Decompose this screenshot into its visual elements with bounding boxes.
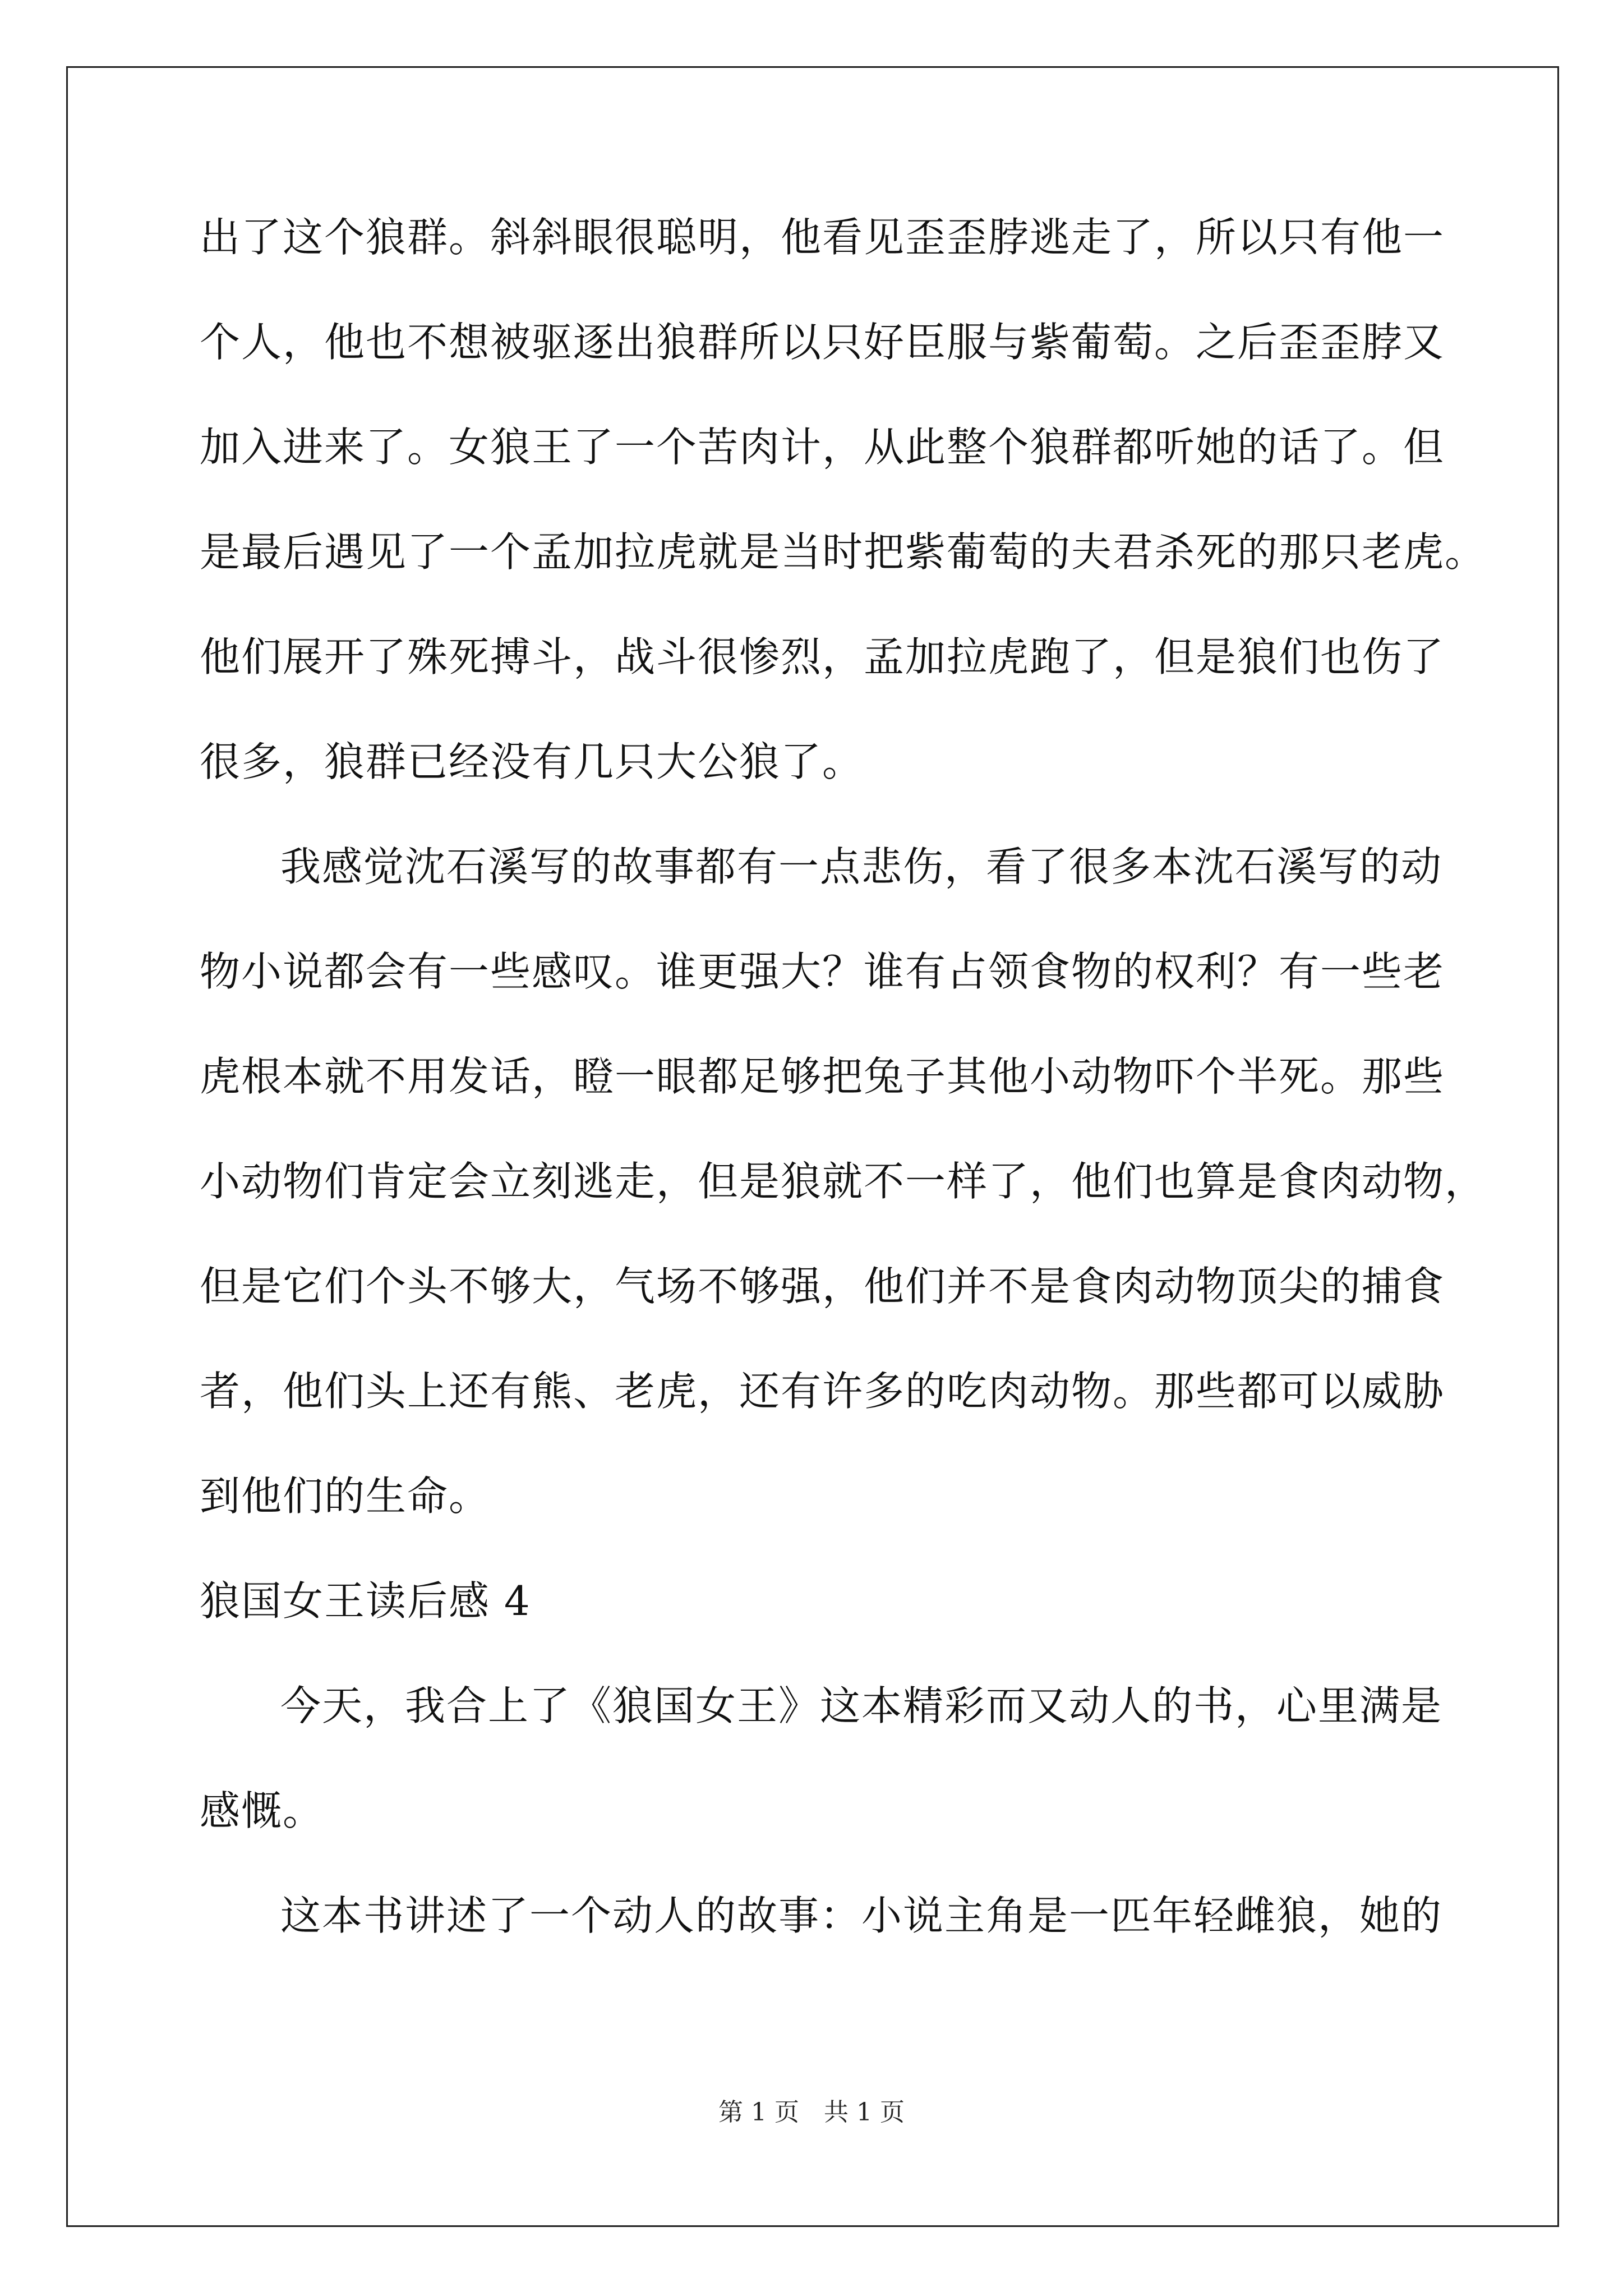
page-number-footer: 第 1 页 共 1 页 [718, 2098, 905, 2127]
text-line: 加入进来了。女狼王了一个苦肉计，从此整个狼群都听她的话了。但 [200, 424, 1445, 471]
text-line: 是最后遇见了一个孟加拉虎就是当时把紫葡萄的夫君杀死的那只老虎。 [200, 528, 1487, 576]
text-line: 我感觉沈石溪写的故事都有一点悲伤，看了很多本沈石溪写的动 [280, 843, 1443, 890]
text-line: 今天，我合上了《狼国女王》这本精彩而又动人的书，心里满是 [280, 1682, 1443, 1729]
text-line: 个人，他也不想被驱逐出狼群所以只好臣服与紫葡萄。之后歪歪脖又 [200, 319, 1445, 366]
text-line: 虎根本就不用发话，瞪一眼都足够把兔子其他小动物吓个半死。那些 [200, 1053, 1445, 1100]
text-line: 到他们的生命。 [200, 1473, 491, 1520]
text-line: 物小说都会有一些感叹。谁更强大？谁有占领食物的权利？有一些老 [200, 948, 1445, 995]
text-line: 感慨。 [200, 1787, 325, 1834]
text-line: 小动物们肯定会立刻逃走，但是狼就不一样了，他们也算是食肉动物， [200, 1158, 1487, 1205]
text-line: 但是它们个头不够大，气场不够强，他们并不是食肉动物顶尖的捕食 [200, 1263, 1445, 1310]
text-line: 这本书讲述了一个动人的故事：小说主角是一匹年轻雌狼，她的 [280, 1892, 1443, 1939]
section-heading: 狼国女王读后感 4 [200, 1577, 531, 1625]
text-line: 很多，狼群已经没有几只大公狼了。 [200, 738, 864, 785]
text-line: 出了这个狼群。斜斜眼很聪明，他看见歪歪脖逃走了，所以只有他一 [200, 214, 1445, 261]
text-line: 他们展开了殊死搏斗，战斗很惨烈，孟加拉虎跑了，但是狼们也伤了 [200, 633, 1445, 680]
text-line: 者，他们头上还有熊、老虎，还有许多的吃肉动物。那些都可以威胁 [200, 1368, 1445, 1415]
